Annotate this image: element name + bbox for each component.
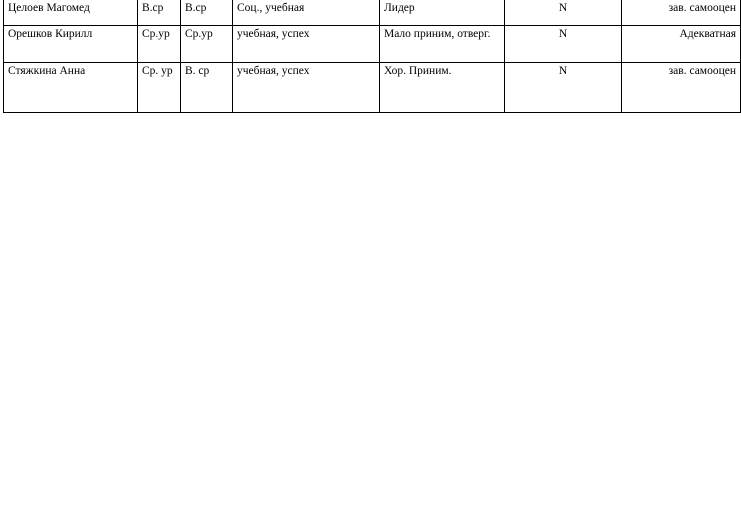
cell-column-5 — [380, 26, 505, 63]
cell-column-6 — [505, 63, 622, 113]
cell-student-name — [4, 0, 138, 26]
cell-column-4 — [233, 26, 380, 63]
cell-text: В.ср — [142, 2, 164, 14]
cell-column-6 — [505, 0, 622, 26]
cell-text: зав. самооцен — [668, 65, 736, 77]
cell-column-6 — [505, 26, 622, 63]
cell-column-7 — [622, 63, 741, 113]
cell-text: учебная, успех — [237, 28, 310, 40]
cell-column-3 — [181, 26, 233, 63]
cell-text: Ср.ур — [185, 28, 213, 40]
cell-text: Орешков Кирилл — [8, 28, 93, 40]
cell-column-3 — [181, 0, 233, 26]
cell-student-name — [4, 63, 138, 113]
cell-column-7 — [622, 0, 741, 26]
cell-text: В.ср — [185, 2, 207, 14]
cell-text: В. ср — [185, 65, 210, 77]
table-row — [4, 0, 741, 26]
table-row — [4, 26, 741, 63]
cell-text: Лидер — [384, 2, 415, 14]
cell-column-5 — [380, 0, 505, 26]
cell-text: Адекватная — [679, 28, 736, 40]
cell-student-name — [4, 26, 138, 63]
cell-column-3 — [181, 63, 233, 113]
cell-text: учебная, успех — [237, 65, 310, 77]
cell-text: N — [558, 2, 568, 14]
student-table — [3, 0, 741, 113]
cell-text: Стяжкина Анна — [8, 65, 86, 77]
cell-text: зав. самооцен — [668, 2, 736, 14]
cell-column-4 — [233, 63, 380, 113]
cell-text: Ср. ур — [142, 65, 173, 77]
cell-text: N — [558, 28, 568, 40]
cell-column-2 — [138, 63, 181, 113]
cell-text: Целоев Магомед — [8, 2, 90, 14]
table-row — [4, 63, 741, 113]
cell-text: Хор. Приним. — [384, 65, 452, 77]
cell-text: N — [558, 65, 568, 77]
cell-column-5 — [380, 63, 505, 113]
cell-column-4 — [233, 0, 380, 26]
cell-column-7 — [622, 26, 741, 63]
cell-text: Ср.ур — [142, 28, 170, 40]
cell-column-2 — [138, 26, 181, 63]
cell-column-2 — [138, 0, 181, 26]
cell-text: Мало приним, отверг. — [384, 28, 491, 40]
cell-text: Соц., учебная — [237, 2, 305, 14]
